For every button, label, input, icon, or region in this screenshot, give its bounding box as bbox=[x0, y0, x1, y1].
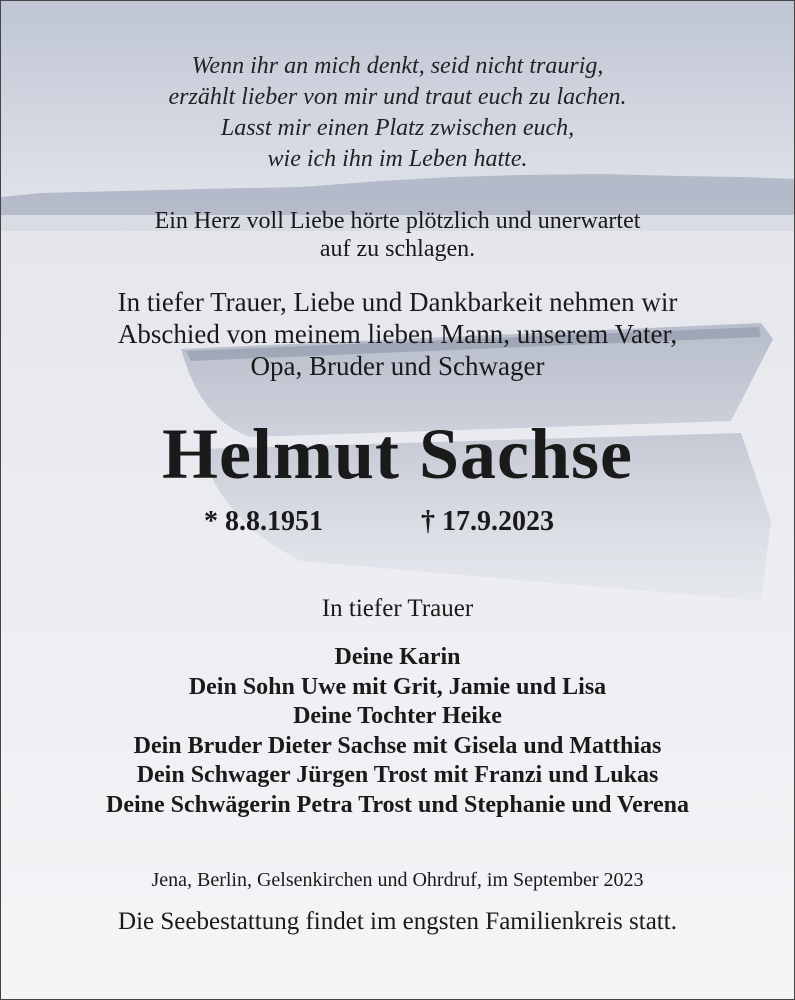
life-dates bbox=[1, 506, 794, 542]
birth-date: * 8.8.1951 bbox=[204, 506, 323, 537]
quote-line: erzählt lieber von mir und traut euch zu lachen. bbox=[168, 84, 627, 110]
mourning-line: In tiefer Trauer, Liebe und Dankbarkeit nehmen wir bbox=[117, 287, 678, 317]
family-member: Deine Karin bbox=[334, 644, 461, 670]
family-member: Dein Schwager Jürgen Trost mit Franzi und Lukas bbox=[136, 762, 659, 788]
quote-line: Wenn ihr an mich denkt, seid nicht traurig, bbox=[191, 53, 604, 79]
family-member: Dein Bruder Dieter Sachse mit Gisela und Matthias bbox=[133, 732, 662, 759]
mourning-line: Abschied von meinem lieben Mann, unserem Vater, bbox=[117, 319, 678, 349]
burial-note: Die Seebestattung findet im engsten Familienkreis statt. bbox=[118, 908, 677, 935]
family-member: Deine Tochter Heike bbox=[293, 703, 502, 729]
intro-line: Ein Herz voll Liebe hörte plötzlich und unerwartet bbox=[154, 208, 641, 234]
quote-verse bbox=[1, 51, 794, 175]
intro-text bbox=[1, 207, 794, 263]
quote-line: wie ich ihn im Leben hatte. bbox=[267, 146, 528, 172]
intro-line: auf zu schlagen. bbox=[319, 236, 476, 262]
mourning-line: Opa, Bruder und Schwager bbox=[250, 351, 545, 381]
family-member: Dein Sohn Uwe mit Grit, Jamie und Lisa bbox=[188, 673, 607, 700]
deceased-name: Helmut Sachse bbox=[162, 414, 633, 494]
quote-line: Lasst mir einen Platz zwischen euch, bbox=[220, 115, 575, 141]
places-date-line: Jena, Berlin, Gelsenkirchen und Ohrdruf, im September 2023 bbox=[151, 869, 644, 891]
mourning-text bbox=[1, 286, 794, 382]
trauer-heading: In tiefer Trauer bbox=[321, 595, 474, 622]
family-list bbox=[1, 643, 794, 820]
death-date: † 17.9.2023 bbox=[421, 506, 554, 537]
family-member: Deine Schwägerin Petra Trost und Stephanie und Verena bbox=[106, 791, 689, 818]
